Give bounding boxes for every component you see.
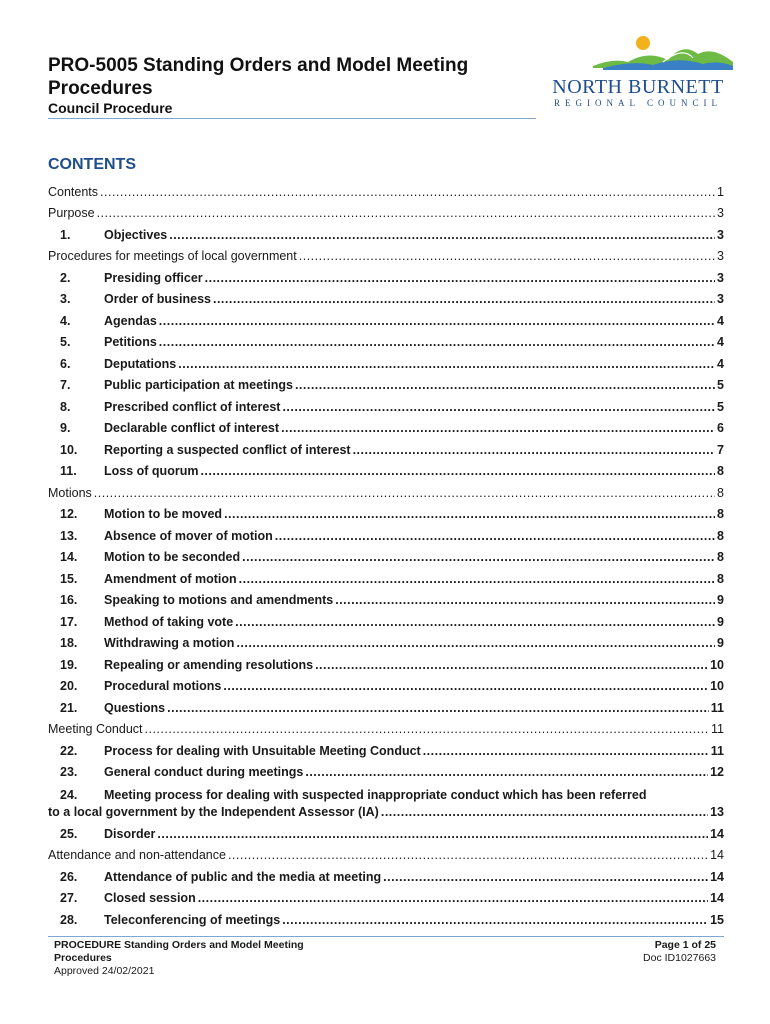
toc-leader-dots bbox=[100, 185, 715, 199]
toc-entry-page: 8 bbox=[717, 528, 724, 543]
toc-entry-page: 5 bbox=[717, 399, 724, 414]
toc-entry-label: Loss of quorum bbox=[104, 464, 199, 479]
toc-entry-page: 14 bbox=[710, 826, 724, 841]
toc-leader-dots bbox=[157, 827, 708, 841]
toc-entry-label: Procedures for meetings of local government bbox=[48, 249, 297, 264]
toc-entry-page: 10 bbox=[710, 657, 724, 672]
toc-entry[interactable] bbox=[48, 909, 724, 931]
toc-entry-label: Repealing or amending resolutions bbox=[104, 657, 314, 672]
toc-leader-dots bbox=[205, 271, 715, 285]
toc-leader-dots bbox=[213, 292, 715, 306]
toc-entry[interactable] bbox=[48, 888, 724, 910]
toc-leader-dots bbox=[295, 378, 715, 392]
table-of-contents bbox=[48, 181, 724, 931]
toc-entry-page: 1 bbox=[717, 184, 724, 199]
toc-entry[interactable] bbox=[48, 246, 724, 268]
toc-leader-dots bbox=[353, 443, 715, 457]
toc-entry-label: Declarable conflict of interest bbox=[104, 421, 280, 436]
toc-entry-label: Disorder bbox=[104, 826, 156, 841]
toc-entry-label: Petitions bbox=[104, 335, 157, 350]
toc-leader-dots bbox=[228, 848, 708, 862]
toc-entry-page: 3 bbox=[717, 292, 724, 307]
toc-entry-label: General conduct during meetings bbox=[104, 765, 304, 780]
toc-entry-number: 22. bbox=[60, 743, 78, 758]
toc-entry-number: 7. bbox=[60, 378, 71, 393]
toc-leader-dots bbox=[282, 400, 715, 414]
toc-entry-page: 14 bbox=[710, 891, 724, 906]
toc-leader-dots bbox=[305, 765, 708, 779]
toc-entry-page: 6 bbox=[717, 421, 724, 436]
toc-entry-page: 8 bbox=[717, 464, 724, 479]
toc-entry-page: 10 bbox=[710, 679, 724, 694]
contents-heading: CONTENTS bbox=[48, 156, 136, 173]
footer-approved-date: Approved 24/02/2021 bbox=[54, 965, 155, 977]
toc-entry[interactable] bbox=[48, 461, 724, 483]
toc-entry-page: 8 bbox=[717, 550, 724, 565]
toc-entry-page: 8 bbox=[717, 571, 724, 586]
toc-leader-dots bbox=[167, 701, 709, 715]
toc-entry-page: 11 bbox=[710, 743, 724, 758]
toc-entry-label: Purpose bbox=[48, 206, 95, 221]
toc-leader-dots bbox=[242, 550, 715, 564]
document-subtitle: Council Procedure bbox=[48, 100, 173, 116]
toc-entry-page: 11 bbox=[711, 722, 724, 737]
footer-doc-id: Doc ID1027663 bbox=[643, 952, 716, 964]
toc-entry[interactable] bbox=[48, 203, 724, 225]
toc-entry[interactable] bbox=[48, 654, 724, 676]
toc-entry-page: 11 bbox=[710, 700, 724, 715]
toc-leader-dots bbox=[239, 572, 715, 586]
toc-entry-page: 4 bbox=[717, 313, 724, 328]
toc-entry-number: 25. bbox=[60, 826, 78, 841]
toc-entry-label: Reporting a suspected conflict of interest bbox=[104, 442, 351, 457]
toc-entry-number: 21. bbox=[60, 700, 78, 715]
toc-entry-label: Teleconferencing of meetings bbox=[104, 912, 281, 927]
toc-entry-label: Attendance and non-attendance bbox=[48, 848, 226, 863]
toc-entry[interactable] bbox=[48, 697, 724, 719]
toc-entry-number: 26. bbox=[60, 869, 78, 884]
logo-name: NORTH BURNETT bbox=[552, 76, 724, 98]
header-divider bbox=[48, 118, 536, 119]
footer-right bbox=[643, 939, 716, 965]
toc-entry[interactable] bbox=[48, 611, 724, 633]
footer-doc-title-cont: Procedures bbox=[54, 952, 112, 964]
footer-doc-title: PROCEDURE Standing Orders and Model Meeting bbox=[54, 939, 304, 951]
toc-entry-number: 20. bbox=[60, 679, 78, 694]
toc-entry-page: 3 bbox=[717, 270, 724, 285]
toc-entry-page: 4 bbox=[717, 356, 724, 371]
toc-entry-label: Meeting process for dealing with suspected inappropriate conduct which has been referred bbox=[104, 788, 647, 802]
toc-entry[interactable] bbox=[48, 267, 724, 289]
toc-entry-number: 10. bbox=[60, 442, 78, 457]
toc-entry-number: 24. bbox=[60, 788, 78, 802]
toc-leader-dots bbox=[198, 891, 708, 905]
toc-entry-label: Speaking to motions and amendments bbox=[104, 593, 334, 608]
toc-entry-number: 8. bbox=[60, 399, 71, 414]
toc-entry[interactable] bbox=[48, 547, 724, 569]
toc-entry[interactable] bbox=[48, 633, 724, 655]
toc-entry-label: Prescribed conflict of interest bbox=[104, 399, 281, 414]
toc-entry-page: 3 bbox=[717, 206, 724, 221]
toc-leader-dots bbox=[94, 486, 715, 500]
toc-entry-page: 4 bbox=[717, 335, 724, 350]
toc-entry-label: Public participation at meetings bbox=[104, 378, 293, 393]
document-title: PRO-5005 Standing Orders and Model Meeting Procedures bbox=[48, 55, 469, 99]
toc-leader-dots bbox=[275, 529, 715, 543]
toc-entry-page: 9 bbox=[717, 636, 724, 651]
toc-entry-page: 9 bbox=[717, 614, 724, 629]
toc-entry-number: 4. bbox=[60, 313, 71, 328]
toc-entry-label: Motion to be moved bbox=[104, 507, 223, 522]
toc-entry-page: 8 bbox=[717, 485, 724, 500]
toc-leader-dots bbox=[236, 636, 715, 650]
toc-entry-number: 1. bbox=[60, 227, 71, 242]
toc-entry-page: 8 bbox=[717, 507, 724, 522]
toc-entry-label: Withdrawing a motion bbox=[104, 636, 235, 651]
logo-hills-icon bbox=[593, 32, 733, 72]
toc-leader-dots bbox=[145, 722, 710, 736]
toc-entry[interactable] bbox=[48, 289, 724, 311]
toc-entry-label: Motion to be seconded bbox=[104, 550, 241, 565]
toc-entry-number: 15. bbox=[60, 571, 78, 586]
toc-entry-number: 11. bbox=[60, 464, 77, 479]
toc-entry[interactable] bbox=[48, 310, 724, 332]
toc-entry[interactable] bbox=[48, 676, 724, 698]
toc-entry-number: 6. bbox=[60, 356, 71, 371]
toc-entry-label: Absence of mover of motion bbox=[104, 528, 273, 543]
toc-entry-label: Deputations bbox=[104, 356, 177, 371]
toc-entry-page: 15 bbox=[710, 912, 724, 927]
toc-leader-dots bbox=[159, 335, 715, 349]
toc-leader-dots bbox=[224, 507, 715, 521]
toc-entry[interactable] bbox=[48, 181, 724, 203]
toc-entry-label: Motions bbox=[48, 485, 92, 500]
toc-entry-page: 7 bbox=[717, 442, 724, 457]
footer-left bbox=[54, 939, 374, 978]
toc-entry-number: 18. bbox=[60, 636, 78, 651]
toc-entry-page: 3 bbox=[717, 227, 724, 242]
toc-entry-label: Closed session bbox=[104, 891, 196, 906]
toc-entry-label: Objectives bbox=[104, 227, 168, 242]
toc-entry[interactable] bbox=[48, 568, 724, 590]
toc-entry[interactable] bbox=[48, 482, 724, 504]
toc-entry-label: Process for dealing with Unsuitable Meeting Conduct bbox=[104, 743, 421, 758]
toc-entry-label: Questions bbox=[104, 700, 166, 715]
toc-entry-label: Presiding officer bbox=[104, 270, 203, 285]
toc-entry[interactable] bbox=[48, 866, 724, 888]
toc-entry[interactable] bbox=[48, 740, 724, 762]
toc-entry[interactable] bbox=[48, 762, 724, 784]
toc-entry-number: 9. bbox=[60, 421, 71, 436]
toc-leader-dots bbox=[423, 744, 709, 758]
toc-entry-number: 3. bbox=[60, 292, 71, 307]
toc-entry[interactable] bbox=[48, 418, 724, 440]
toc-leader-dots bbox=[281, 421, 715, 435]
toc-leader-dots bbox=[235, 615, 715, 629]
toc-leader-dots bbox=[178, 357, 715, 371]
toc-entry-number: 12. bbox=[60, 507, 78, 522]
toc-leader-dots bbox=[169, 228, 715, 242]
toc-entry-number: 14. bbox=[60, 550, 78, 565]
toc-entry-label-cont: to a local government by the Independent Assessor (IA) bbox=[48, 805, 379, 819]
toc-entry-label: Meeting Conduct bbox=[48, 722, 143, 737]
footer-page-number: Page 1 of 25 bbox=[654, 939, 716, 951]
toc-entry-page: 3 bbox=[717, 249, 724, 264]
toc-entry[interactable] bbox=[48, 525, 724, 547]
toc-entry[interactable] bbox=[48, 845, 724, 867]
toc-entry-number: 2. bbox=[60, 270, 71, 285]
toc-entry[interactable] bbox=[48, 353, 724, 375]
toc-entry-number: 16. bbox=[60, 593, 78, 608]
toc-leader-dots bbox=[383, 870, 708, 884]
toc-entry-label: Order of business bbox=[104, 292, 211, 307]
toc-entry-number: 27. bbox=[60, 891, 78, 906]
toc-entry[interactable] bbox=[48, 783, 724, 823]
toc-entry-page: 12 bbox=[710, 765, 724, 780]
toc-entry[interactable] bbox=[48, 590, 724, 612]
toc-entry-number: 5. bbox=[60, 335, 71, 350]
toc-entry-page: 5 bbox=[717, 378, 724, 393]
toc-entry-page: 13 bbox=[710, 805, 724, 819]
toc-entry-page: 14 bbox=[710, 848, 724, 863]
toc-entry-number: 13. bbox=[60, 528, 78, 543]
toc-entry-label: Attendance of public and the media at meeting bbox=[104, 869, 382, 884]
toc-entry-page: 9 bbox=[717, 593, 724, 608]
toc-leader-dots bbox=[200, 464, 715, 478]
toc-entry-page: 14 bbox=[710, 869, 724, 884]
toc-entry-number: 28. bbox=[60, 912, 78, 927]
toc-leader-dots bbox=[97, 206, 715, 220]
toc-leader-dots bbox=[381, 804, 708, 821]
toc-leader-dots bbox=[299, 249, 715, 263]
toc-entry[interactable] bbox=[48, 396, 724, 418]
toc-entry[interactable] bbox=[48, 504, 724, 526]
toc-entry-number: 19. bbox=[60, 657, 78, 672]
toc-leader-dots bbox=[159, 314, 715, 328]
toc-entry[interactable] bbox=[48, 439, 724, 461]
toc-leader-dots bbox=[335, 593, 715, 607]
toc-entry[interactable] bbox=[48, 332, 724, 354]
toc-entry[interactable] bbox=[48, 224, 724, 246]
toc-entry-number: 23. bbox=[60, 765, 78, 780]
logo-subtitle: REGIONAL COUNCIL bbox=[554, 98, 722, 108]
toc-entry[interactable] bbox=[48, 719, 724, 741]
toc-entry-label: Contents bbox=[48, 184, 99, 199]
council-logo bbox=[543, 32, 733, 108]
toc-leader-dots bbox=[282, 913, 708, 927]
toc-entry[interactable] bbox=[48, 375, 724, 397]
toc-entry-label: Agendas bbox=[104, 313, 157, 328]
toc-leader-dots bbox=[315, 658, 708, 672]
toc-entry-number: 17. bbox=[60, 614, 78, 629]
toc-entry-label: Procedural motions bbox=[104, 679, 222, 694]
toc-leader-dots bbox=[223, 679, 708, 693]
toc-entry-label: Amendment of motion bbox=[104, 571, 237, 586]
toc-entry[interactable] bbox=[48, 823, 724, 845]
footer-divider bbox=[48, 936, 724, 937]
toc-entry-label: Method of taking vote bbox=[104, 614, 234, 629]
